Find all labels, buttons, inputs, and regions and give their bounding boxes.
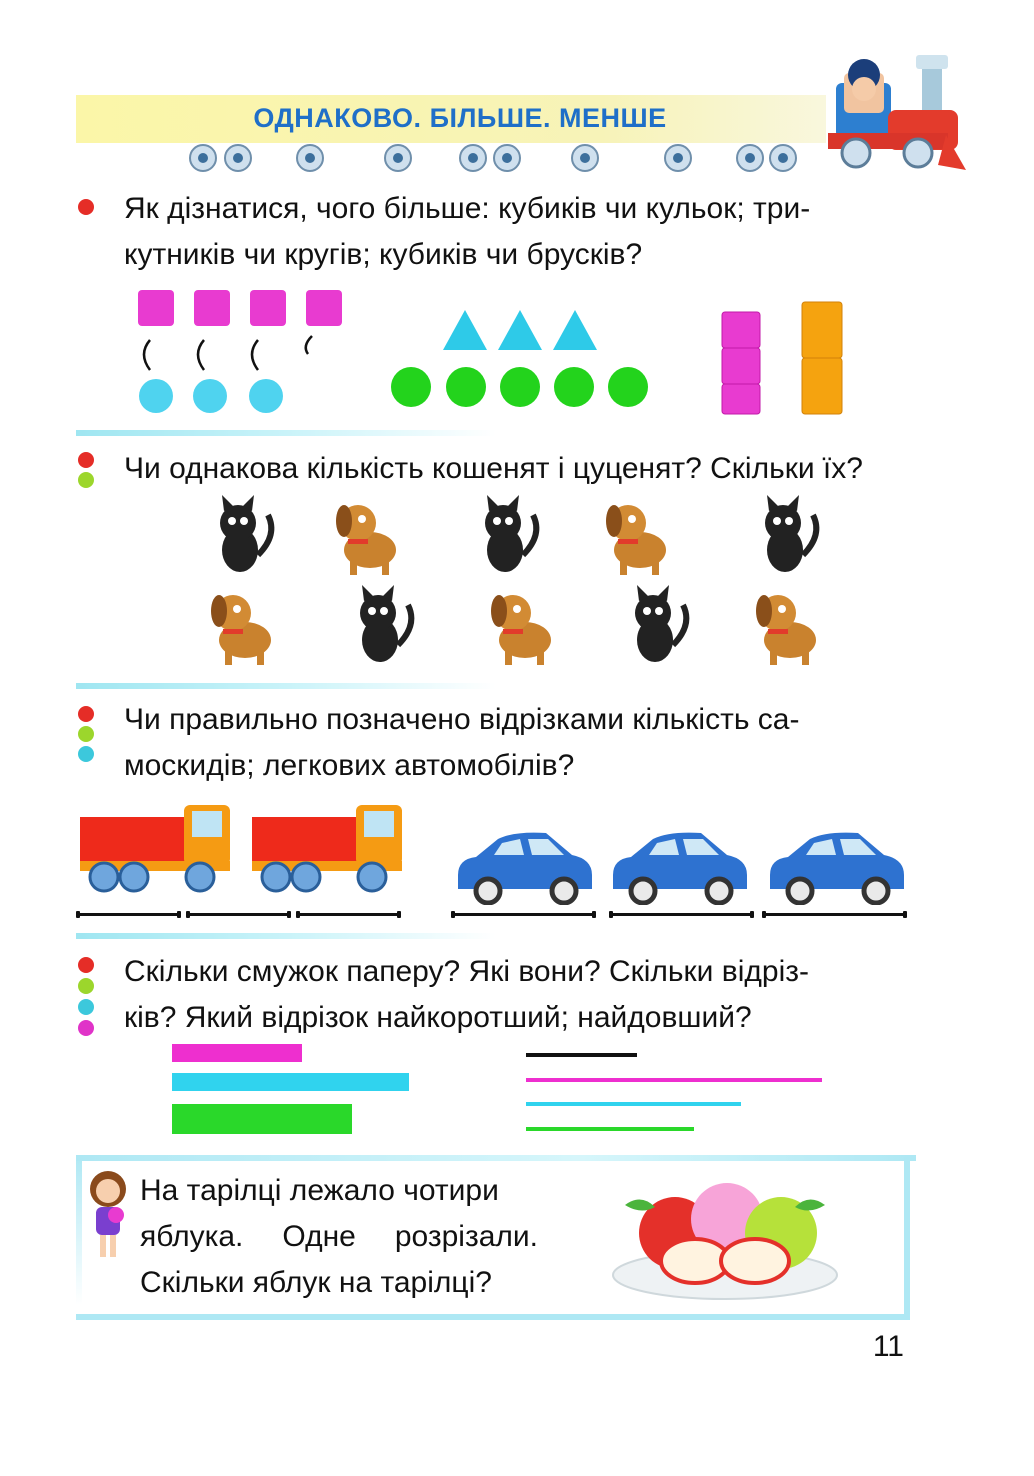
kitten-icon [765, 495, 816, 572]
kitten-icon [485, 495, 536, 572]
question-3 [124, 697, 910, 789]
task-text [140, 1168, 540, 1306]
cube [250, 290, 286, 326]
stacked-cubes-group [722, 312, 760, 414]
car-segment [451, 913, 596, 916]
cubes-group [138, 290, 342, 326]
bullet-green [78, 978, 94, 994]
task-box-left-border [76, 1155, 82, 1305]
dump-truck-icon [80, 805, 230, 891]
car-icon [613, 833, 747, 903]
truck-segment [296, 913, 401, 916]
question-line: Як дізнатися, чого більше: кубиків чи кульок; три- [124, 192, 811, 225]
matching-arcs [144, 336, 312, 370]
cube [194, 290, 230, 326]
cube [722, 348, 760, 384]
bullet-red [78, 957, 94, 973]
ball [139, 379, 173, 413]
car-segment [609, 913, 754, 916]
puppy-icon [336, 505, 396, 575]
truck-segment [186, 913, 291, 916]
vehicles-illustration [76, 795, 916, 905]
triangle [498, 310, 542, 350]
question-line: москидів; легкових автомобілів? [124, 749, 575, 782]
triangles-group [443, 310, 597, 350]
bullet-magenta [78, 1020, 94, 1036]
cube [138, 290, 174, 326]
ball [193, 379, 227, 413]
apples-plate-icon [605, 1175, 845, 1305]
cube [722, 312, 760, 348]
bullet-green [78, 726, 94, 742]
circles-group [391, 367, 648, 407]
paper-strip-cyan [172, 1073, 409, 1091]
kitten-icon [360, 585, 411, 662]
segment-black [526, 1053, 637, 1057]
puppy-icon [606, 505, 666, 575]
page-title: ОДНАКОВО. БІЛЬШЕ. МЕНШЕ [253, 103, 667, 133]
section-divider [76, 430, 496, 436]
kitten-icon [635, 585, 686, 662]
question-line: Скільки смужок паперу? Які вони? Скільки відріз- [124, 955, 809, 988]
circle [391, 367, 431, 407]
puppy-icon [491, 595, 551, 665]
paper-strip-green [172, 1104, 352, 1134]
car-icon [770, 833, 904, 903]
bullet-red [78, 706, 94, 722]
car-icon [458, 833, 592, 903]
question-4 [124, 949, 910, 1041]
bullet-green [78, 472, 94, 488]
bullet-red [78, 452, 94, 468]
triangle [443, 310, 487, 350]
train-wheels [185, 140, 805, 180]
section-divider [76, 683, 496, 689]
task-line: Скільки яблук на тарілці? [140, 1266, 492, 1299]
segment-magenta [526, 1078, 822, 1082]
question-line: Чи однакова кількість кошенят і цуценят? Скільки їх? [124, 452, 863, 485]
truck-segment [76, 913, 181, 916]
cube [722, 384, 760, 414]
bar [802, 358, 842, 414]
bars-group [802, 302, 842, 414]
dump-truck-icon [252, 805, 402, 891]
puppy-icon [211, 595, 271, 665]
question-line: кутників чи кругів; кубиків чи брусків? [124, 238, 643, 271]
segment-green [526, 1127, 694, 1131]
kitten-icon [220, 495, 271, 572]
segment-cyan [526, 1102, 741, 1106]
cube [306, 290, 342, 326]
task-line: На тарілці лежало чотири [140, 1174, 499, 1207]
question-line: Чи правильно позначено відрізками кількість са- [124, 703, 800, 736]
ball [249, 379, 283, 413]
question-line: ків? Який відрізок найкоротший; найдовший? [124, 1001, 752, 1034]
triangle [553, 310, 597, 350]
task-line: яблука. Одне розрізали. [140, 1220, 538, 1253]
girl-icon [84, 1165, 134, 1265]
bullet-red [78, 199, 94, 215]
bar [802, 302, 842, 358]
train-icon [818, 45, 968, 175]
car-segment [762, 913, 907, 916]
balls-group [139, 379, 283, 413]
bullet-cyan [78, 746, 94, 762]
puppy-icon [756, 595, 816, 665]
circle [500, 367, 540, 407]
paper-strip-magenta [172, 1044, 302, 1062]
pets-illustration [200, 490, 860, 670]
shapes-illustration [130, 282, 870, 422]
page-number: 11 [872, 1330, 904, 1363]
section-divider [76, 933, 496, 939]
circle [608, 367, 648, 407]
circle [446, 367, 486, 407]
circle [554, 367, 594, 407]
bullet-cyan [78, 999, 94, 1015]
question-1 [124, 186, 910, 278]
question-2 [124, 446, 914, 492]
